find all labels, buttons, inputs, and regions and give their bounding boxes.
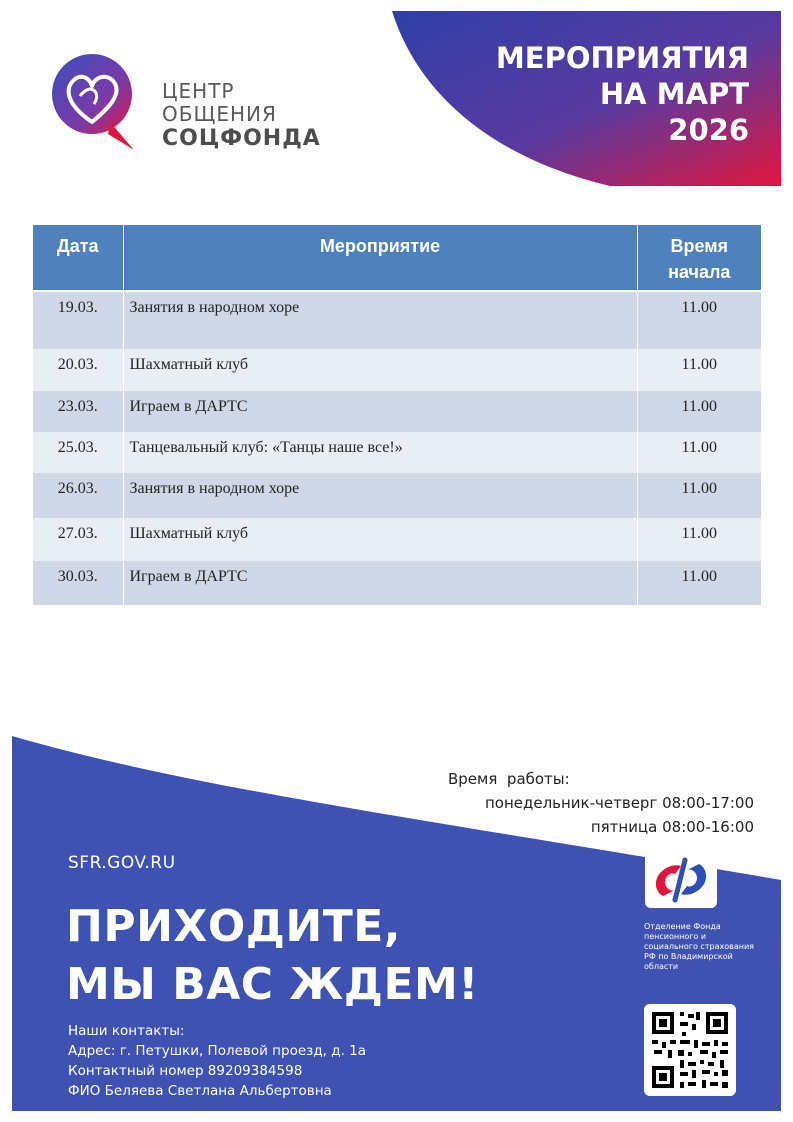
cell-event: Играем в ДАРТС [123, 561, 637, 605]
cell-time: 11.00 [637, 391, 761, 432]
table-row [33, 432, 761, 473]
sfr-logo-icon [645, 852, 717, 908]
heart-logo-icon [50, 52, 138, 152]
cell-event: Занятия в народном хоре [123, 291, 637, 349]
cell-date: 26.03. [33, 473, 123, 518]
contacts-title: Наши контакты: [68, 1023, 185, 1039]
contact-phone: Контактный номер 89209384598 [68, 1063, 303, 1079]
cell-date: 20.03. [33, 349, 123, 391]
table-header-row [33, 225, 761, 291]
cell-date: 30.03. [33, 561, 123, 605]
working-time-value: 08:00-16:00 [662, 818, 754, 836]
logo-line-2: ОБЩЕНИЯ [162, 102, 277, 126]
cell-event: Шахматный клуб [123, 518, 637, 561]
sfr-caption: Отделение Фонда пенсионного и социального страхования РФ по Владимирской области [644, 922, 754, 971]
table-row [33, 291, 761, 349]
cell-date: 27.03. [33, 518, 123, 561]
working-hours-row [448, 791, 754, 815]
logo-text [162, 80, 321, 152]
cell-event: Занятия в народном хоре [123, 473, 637, 518]
column-header-time: Время начала [637, 225, 761, 291]
cell-time: 11.00 [637, 349, 761, 391]
table-row [33, 518, 761, 561]
cell-date: 25.03. [33, 432, 123, 473]
slogan: ПРИХОДИТЕ, МЫ ВАС ЖДЕМ! [66, 901, 479, 1010]
cell-event: Шахматный клуб [123, 349, 637, 391]
working-days-label: понедельник-четверг [484, 794, 658, 812]
cell-event: Играем в ДАРТС [123, 391, 637, 432]
page-title: МЕРОПРИЯТИЯ НА МАРТ 2026 [495, 41, 749, 147]
cell-date: 19.03. [33, 291, 123, 349]
contact-address: Адрес: г. Петушки, Полевой проезд, д. 1а [68, 1043, 367, 1059]
logo-line-3: СОЦФОНДА [162, 126, 321, 151]
working-hours [448, 767, 754, 839]
cell-time: 11.00 [637, 561, 761, 605]
events-table [33, 225, 761, 605]
table-row [33, 349, 761, 391]
working-days-label: пятница [590, 818, 658, 836]
cell-time: 11.00 [637, 291, 761, 349]
contact-person: ФИО Беляева Светлана Альбертовна [68, 1083, 332, 1099]
qr-code-icon[interactable] [644, 1004, 736, 1096]
column-header-date: Дата [33, 225, 123, 291]
logo-line-1: ЦЕНТР [162, 79, 235, 103]
working-hours-row [448, 815, 754, 839]
website-link[interactable]: SFR.GOV.RU [68, 853, 176, 873]
cell-time: 11.00 [637, 432, 761, 473]
table-row [33, 561, 761, 605]
cell-time: 11.00 [637, 473, 761, 518]
contacts-block [68, 1021, 366, 1101]
cell-event: Танцевальный клуб: «Танцы наше все!» [123, 432, 637, 473]
working-time-value: 08:00-17:00 [662, 794, 754, 812]
table-row [33, 473, 761, 518]
column-header-event: Мероприятие [123, 225, 637, 291]
cell-date: 23.03. [33, 391, 123, 432]
table-row [33, 391, 761, 432]
cell-time: 11.00 [637, 518, 761, 561]
working-hours-title: Время работы: [448, 770, 570, 788]
